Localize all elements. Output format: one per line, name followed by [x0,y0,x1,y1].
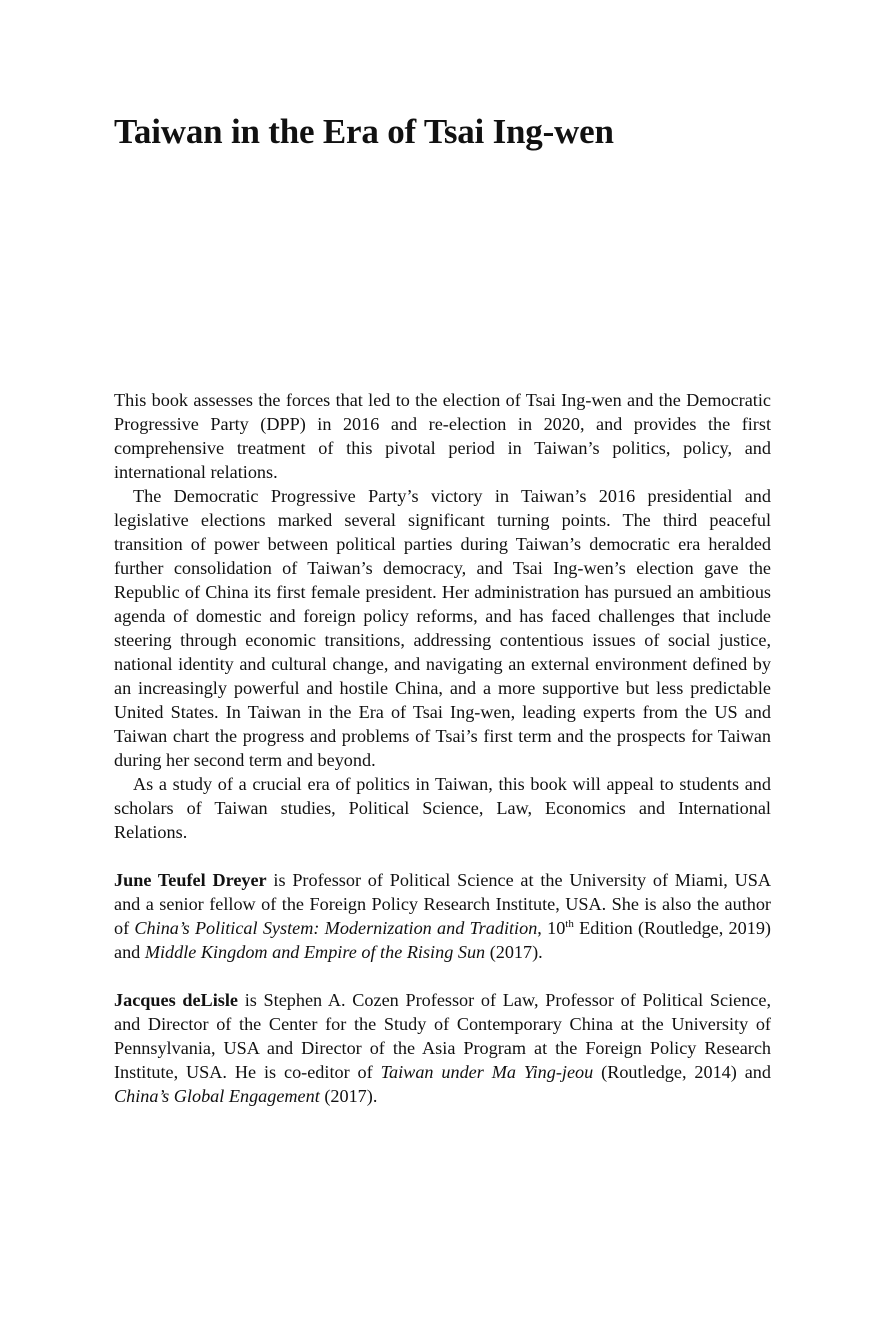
author-name: Jacques deLisle [114,990,238,1010]
book-description [114,388,771,1108]
bio-text: is Professor of Political Science at the University of Miami, USA and a senior fellow of the Foreign Policy Research Institute, USA. She is also the author of [114,870,771,938]
bio-text: Edition (Routledge, 2019) and [114,918,771,962]
author-name: June Teufel Dreyer [114,870,267,890]
bio-text: is Stephen A. Cozen Professor of Law, Professor of Political Science, and Director of the Center for the Study of Contemporary China at the University of Pennsylvania, USA and Director of the Asia Program at the Foreign Policy Research Institute, USA. He is co-editor of [114,990,771,1082]
bio-text: , 10 [537,918,566,938]
description-paragraph-3: As a study of a crucial era of politics in Taiwan, this book will appeal to students and scholars of Taiwan studies, Political Science, Law, Economics and International Relations. [114,774,771,842]
author-bio-dreyer [114,868,771,964]
description-paragraph-2: The Democratic Progressive Party’s victory in Taiwan’s 2016 presidential and legislative elections marked several significant turning points. The third peaceful transition of power between political parties during Taiwan’s democratic era heralded further consolidation of Taiwan’s democracy, and Tsai Ing-wen’s election gave the Republic of China its first female president. Her administration has pursued an ambitious agenda of domestic and foreign policy reforms, and has faced challenges that include steering through economic transitions, addressing contentious issues of social justice, national identity and cultural change, and navigating an external environment defined by an increasingly powerful and hostile China, and a more supportive but less predictable United States. In Taiwan in the Era of Tsai Ing-wen, leading experts from the US and Taiwan chart the progress and problems of Tsai’s first term and the prospects for Taiwan during her second term and beyond. [114,486,771,770]
book-reference: China’s Political System: Modernization and Tradition [134,918,538,938]
bio-text: (2017). [485,942,543,962]
book-reference: Taiwan under Ma Ying-jeou [380,1062,594,1082]
book-reference: Middle Kingdom and Empire of the Rising Sun [144,942,486,962]
ordinal-suffix: th [565,917,574,930]
description-paragraph-1: This book assesses the forces that led to the election of Tsai Ing-wen and the Democratic Progressive Party (DPP) in 2016 and re-election in 2020, and provides the first comprehensive treatment of this pivotal period in Taiwan’s politics, policy, and international relations. [114,390,771,482]
bio-text: (2017). [319,1086,378,1106]
book-title: Taiwan in the Era of Tsai Ing-wen [114,112,614,151]
bio-text: (Routledge, 2014) and [593,1062,771,1082]
author-bio-delisle [114,988,771,1108]
book-reference: China’s Global Engagement [114,1086,320,1106]
